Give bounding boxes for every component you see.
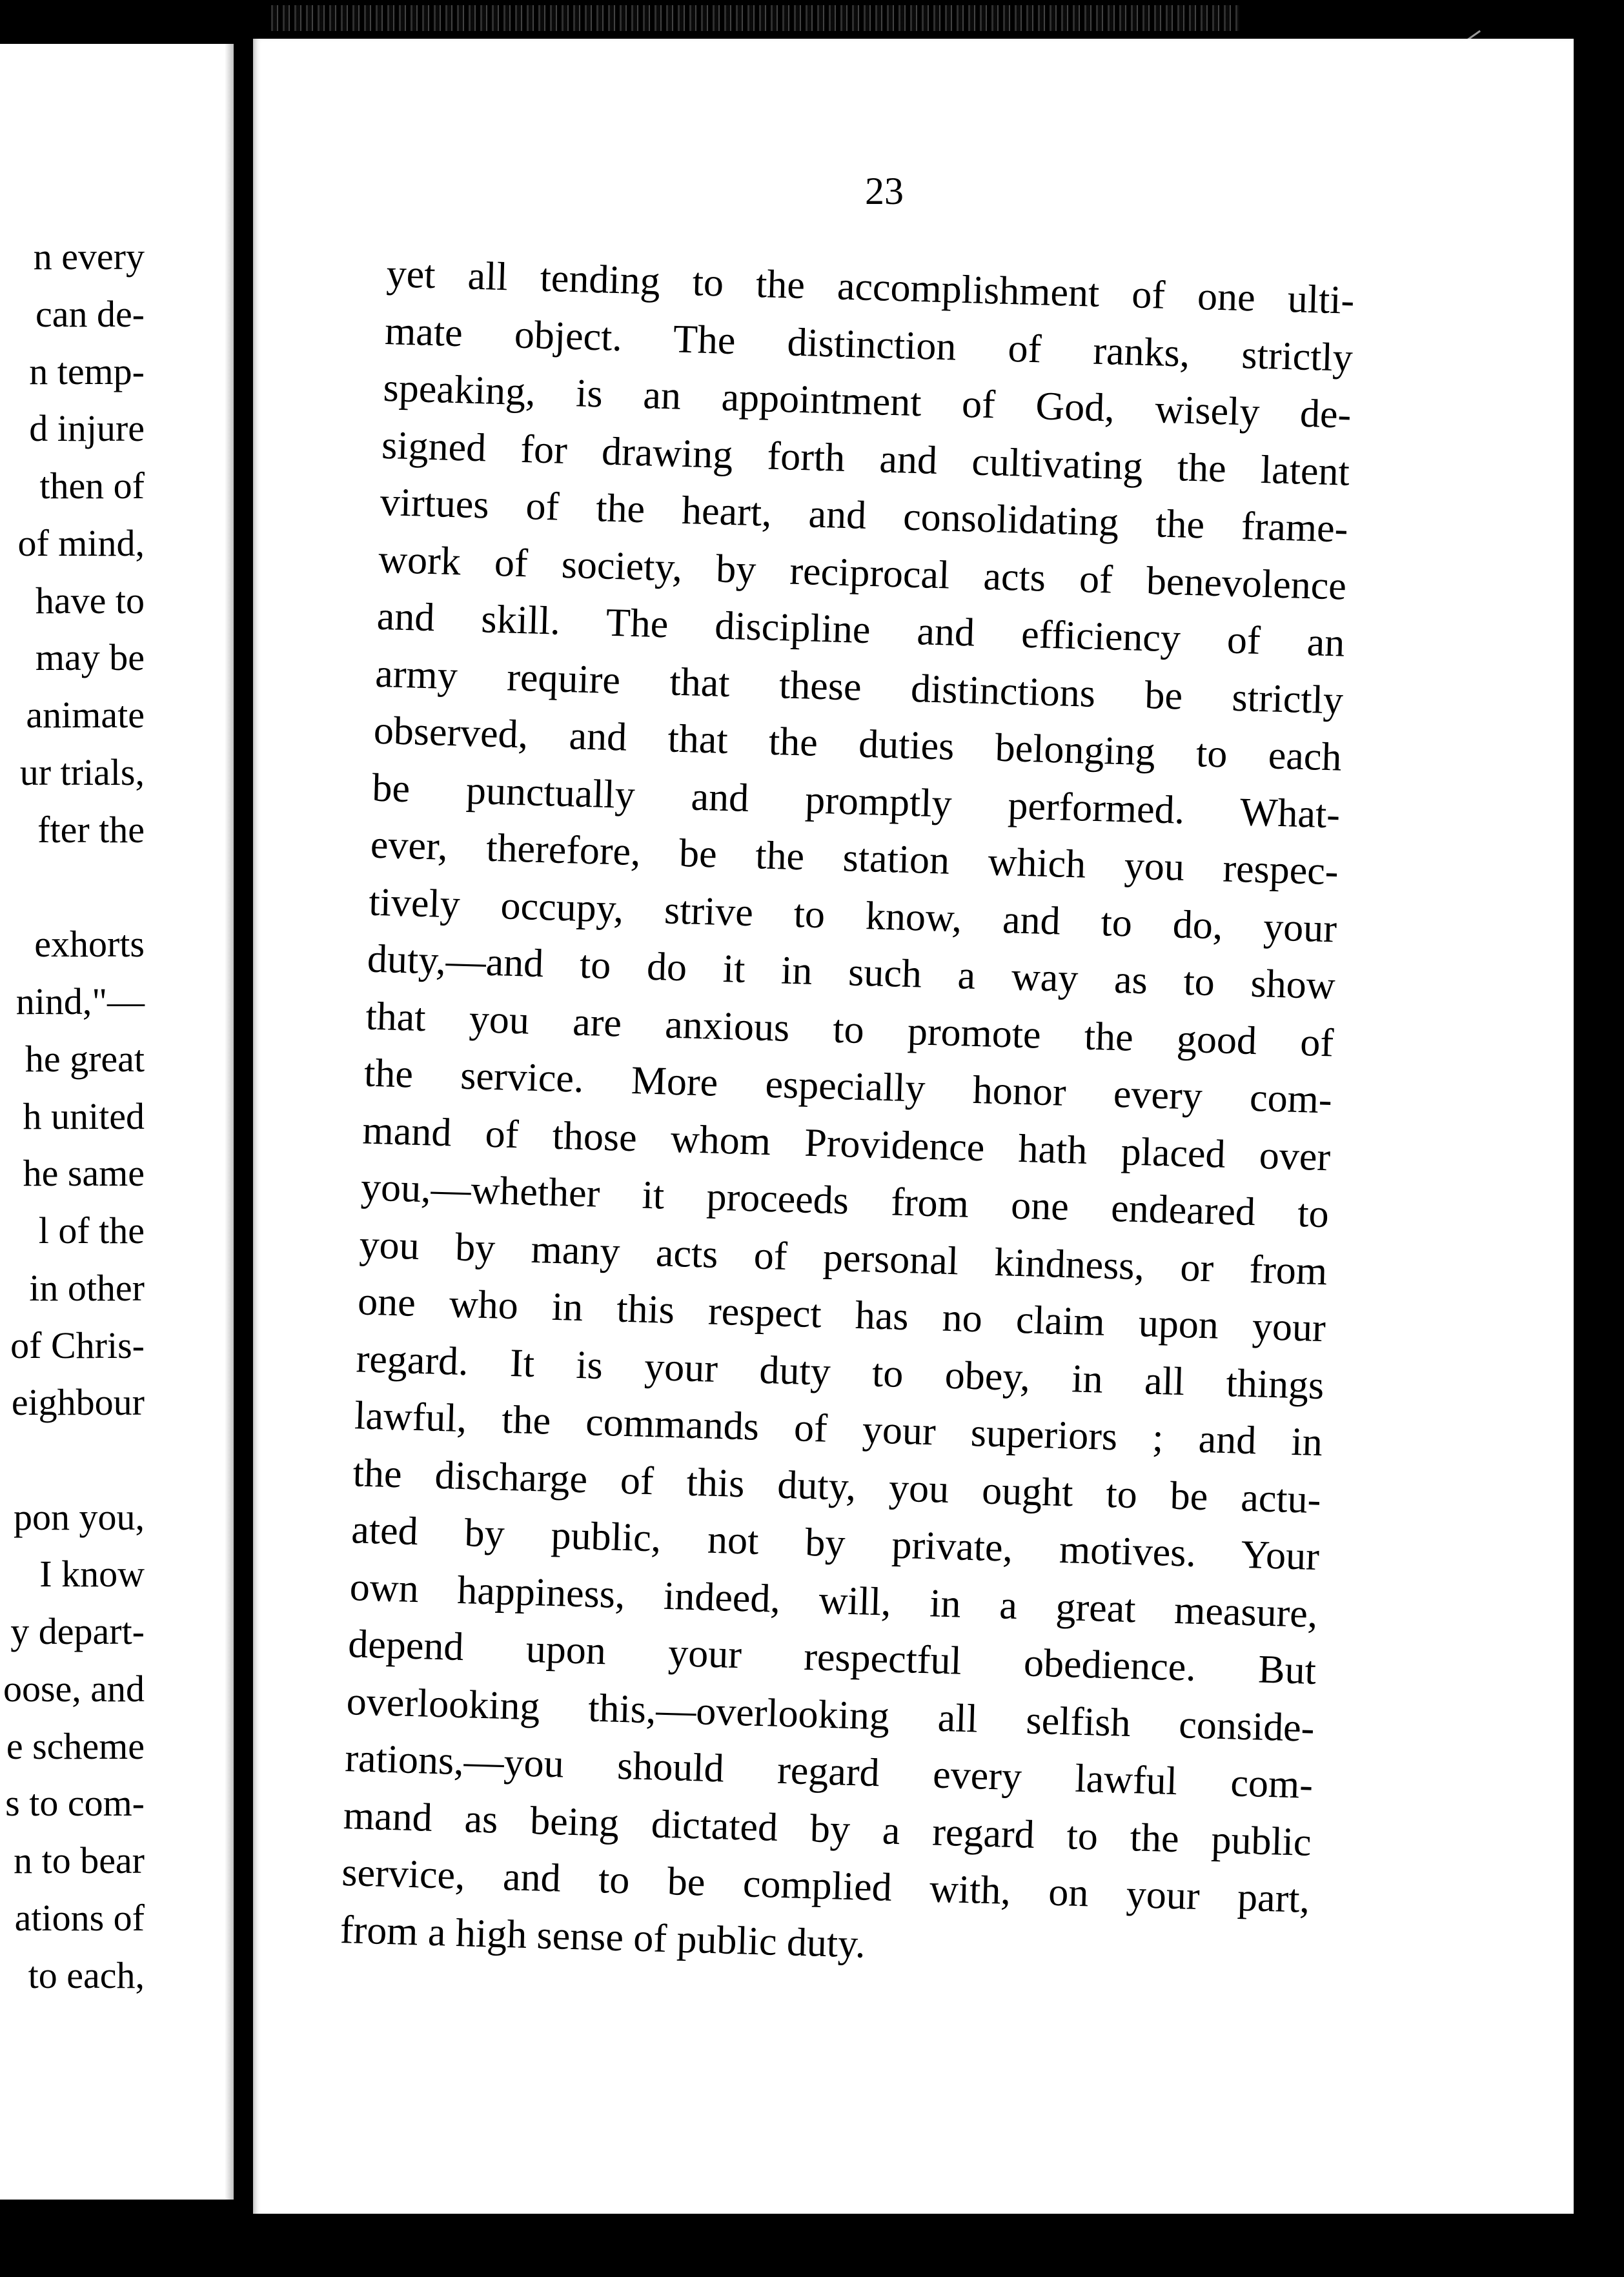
left-page-line: y depart- [10, 1610, 145, 1652]
text-line: observed, and that the duties belonging to each [373, 708, 1343, 780]
left-page-line: have to [35, 580, 145, 622]
left-page-line: ations of [14, 1897, 145, 1939]
left-page-line: n every [33, 236, 145, 278]
left-page-line: of Chris- [10, 1324, 145, 1366]
text-line: the service. More especially honor every com- [363, 1051, 1333, 1122]
text-line: tively occupy, strive to know, and to do, your [368, 880, 1337, 951]
text-line: yet all tending to the accomplishment of one ulti- [385, 251, 1355, 323]
text-line: overlooking this,—overlooking all selfish conside- [346, 1679, 1315, 1750]
left-page-line: animate [26, 694, 145, 736]
left-page-line: pon you, [14, 1496, 145, 1538]
left-page-line: exhorts [34, 923, 145, 965]
left-page-line: I know [39, 1553, 145, 1595]
text-line: rations,—you should regard every lawful com- [344, 1736, 1314, 1807]
text-line: ated by public, not by private, motives. Your [350, 1508, 1320, 1579]
text-line: mand of those whom Providence hath placed over [361, 1108, 1332, 1179]
text-line: one who in this respect has no claim upon your [357, 1279, 1326, 1351]
left-page-line: he same [23, 1152, 145, 1194]
text-line: you,—whether it proceeds from one endeared to [360, 1165, 1330, 1237]
left-page-line: s to com- [5, 1782, 145, 1824]
text-line: lawful, the commands of your superiors ; and in [354, 1393, 1323, 1465]
left-page-line: oose, and [3, 1668, 145, 1710]
text-line: virtues of the heart, and consolidating the frame- [379, 480, 1349, 551]
left-page-line: he great [25, 1038, 145, 1080]
text-line: ever, therefore, be the station which you respec- [370, 822, 1339, 894]
left-page-line: e scheme [6, 1725, 145, 1767]
text-line: mand as being dictated by a regard to the public [343, 1793, 1312, 1865]
text-line: be punctually and promptly performed. What- [371, 765, 1341, 837]
book-gutter [234, 0, 253, 2277]
left-page-line: n temp- [29, 350, 145, 392]
text-line: speaking, is an appointment of God, wisely de- [382, 365, 1352, 437]
text-line: duty,—and to do it in such a way as to show [367, 936, 1336, 1008]
text-line: you by many acts of personal kindness, or from [358, 1222, 1328, 1293]
left-page-line: can de- [35, 293, 145, 335]
left-page-line: may be [35, 636, 145, 678]
text-line: depend upon your respectful obedience. But [347, 1622, 1317, 1694]
body-text [340, 245, 1355, 1985]
text-line: own happiness, indeed, will, in a great measure, [349, 1564, 1319, 1636]
left-page-line: ur trials, [19, 751, 145, 793]
left-page-line: of mind, [17, 522, 145, 564]
left-page-line: fter the [37, 809, 145, 851]
text-line: army require that these distinctions be strictly [374, 651, 1344, 723]
text-line: work of society, by reciprocal acts of benevolence [378, 537, 1347, 609]
left-page-line: nind,"— [15, 980, 145, 1022]
page-number: 23 [865, 170, 904, 212]
scan-bottom-border [0, 2214, 1624, 2277]
scan-right-border [1574, 0, 1624, 2277]
left-page-line: eighbour [11, 1381, 145, 1423]
left-page-line: to each, [28, 1954, 145, 1996]
text-line: service, and to be complied with, on your part, [341, 1850, 1310, 1921]
page-fold-shadow [225, 44, 234, 2200]
scan-noise [271, 5, 1239, 31]
text-line: signed for drawing forth and cultivating the latent [381, 423, 1350, 494]
text-line: mate object. The distinction of ranks, strictly [384, 309, 1354, 380]
left-page-line: l of the [38, 1209, 145, 1251]
left-page [0, 44, 234, 2200]
left-page-line: h united [23, 1095, 145, 1137]
text-line: that you are anxious to promote the good of [365, 994, 1335, 1065]
text-line: regard. It is your duty to obey, in all things [355, 1336, 1325, 1408]
text-line: the discharge of this duty, you ought to be actu- [352, 1450, 1322, 1522]
left-page-line: in other [29, 1267, 145, 1309]
left-page-line: then of [39, 465, 145, 507]
left-page-line: d injure [29, 407, 145, 449]
text-line: and skill. The discipline and efficiency of an [376, 594, 1346, 665]
left-page-line: n to bear [14, 1839, 145, 1881]
text-line: from a high sense of public duty. [340, 1907, 866, 1967]
